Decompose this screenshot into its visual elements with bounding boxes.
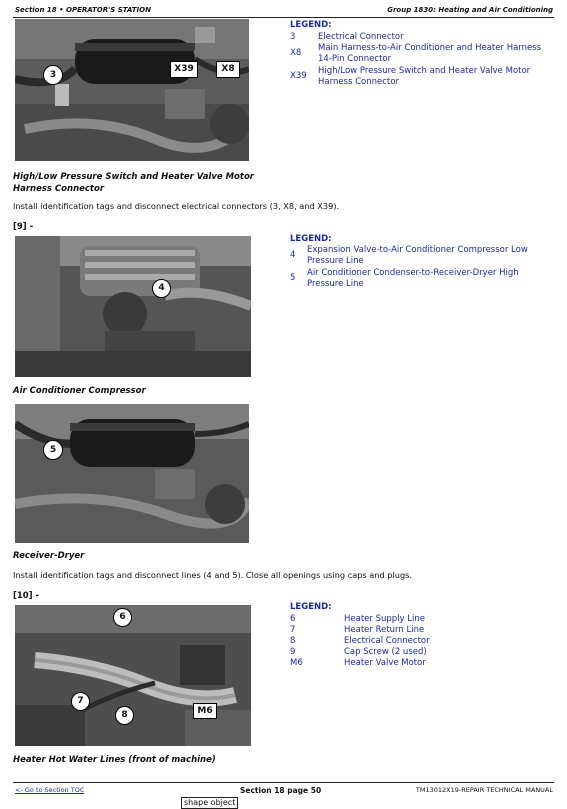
legend-row	[290, 32, 555, 43]
photo-caption: Air Conditioner Compressor	[13, 386, 146, 396]
legend-title: LEGEND:	[290, 602, 332, 612]
callout-6: 6	[113, 608, 132, 627]
legend-key: 3	[290, 32, 296, 42]
go-to-section-toc-link[interactable]: <- Go to Section TOC	[15, 786, 85, 794]
callout-x8: X8	[216, 61, 240, 78]
callout-4: 4	[152, 279, 171, 298]
step-label: [10] -	[13, 591, 40, 601]
legend-row	[290, 636, 555, 647]
harness-connector-photo	[15, 19, 249, 161]
manual-id: TM13012X19-REPAIR TECHNICAL MANUAL	[415, 786, 553, 794]
legend-row	[290, 66, 555, 88]
photo-caption: High/Low Pressure Switch and Heater Valve Motor Harness Connector	[13, 172, 254, 194]
instruction-text: Install identification tags and disconnect lines (4 and 5). Close all openings using caps and plugs.	[13, 570, 413, 580]
legend-value: Heater Supply Line	[344, 614, 425, 624]
compressor-photo	[15, 236, 251, 377]
legend-row	[290, 43, 555, 65]
callout-3: 3	[43, 65, 63, 85]
header-rule	[13, 17, 554, 18]
photo-caption: Receiver-Dryer	[13, 551, 85, 561]
legend-value: Heater Valve Motor	[344, 658, 426, 668]
callout-8: 8	[115, 706, 134, 725]
legend-key: 4	[290, 250, 296, 260]
legend-title: LEGEND:	[290, 20, 332, 30]
legend-value: Heater Return Line	[344, 625, 425, 635]
legend-row	[290, 245, 555, 267]
instruction-text: Install identification tags and disconnect electrical connectors (3, X8, and X39).	[13, 201, 340, 211]
callout-5: 5	[43, 440, 63, 460]
hot-water-lines-photo	[15, 605, 251, 746]
legend-title: LEGEND:	[290, 234, 332, 244]
legend-key: M6	[290, 658, 303, 668]
group-header: Group 1830: Heating and Air Conditioning	[387, 6, 553, 14]
callout-m6: M6	[193, 703, 217, 719]
legend-value: Electrical Connector	[318, 32, 404, 42]
receiver-dryer-photo	[15, 404, 249, 543]
shape-object-label: shape object	[181, 797, 238, 809]
section-header: Section 18 • OPERATOR'S STATION	[15, 6, 151, 14]
legend-key: 7	[290, 625, 296, 635]
step-label: [9] -	[13, 222, 34, 232]
legend-row	[290, 658, 555, 669]
legend-value: High/Low Pressure Switch and Heater Valve Motor Harness Connector	[318, 66, 531, 87]
legend-value: Air Conditioner Condenser-to-Receiver-Dryer High Pressure Line	[307, 268, 519, 289]
legend-key: 9	[290, 647, 296, 657]
legend-key: X8	[290, 48, 302, 58]
legend-key: X39	[290, 71, 307, 81]
legend-row	[290, 268, 555, 290]
legend-key: 6	[290, 614, 296, 624]
legend-key: 5	[290, 273, 296, 283]
legend-row	[290, 614, 555, 625]
legend-value: Expansion Valve-to-Air Conditioner Compressor Low Pressure Line	[307, 245, 528, 266]
footer-rule	[13, 782, 554, 783]
legend-row	[290, 647, 555, 658]
page-number: Section 18 page 50	[240, 786, 322, 795]
legend-value: Cap Screw (2 used)	[344, 647, 427, 657]
legend-value: Main Harness-to-Air Conditioner and Heater Harness 14-Pin Connector	[318, 43, 542, 64]
photo-caption: Heater Hot Water Lines (front of machine)	[13, 755, 216, 765]
callout-x39: X39	[170, 61, 198, 78]
callout-7: 7	[71, 692, 90, 711]
legend-key: 8	[290, 636, 296, 646]
legend-value: Electrical Connector	[344, 636, 430, 646]
legend-row	[290, 625, 555, 636]
